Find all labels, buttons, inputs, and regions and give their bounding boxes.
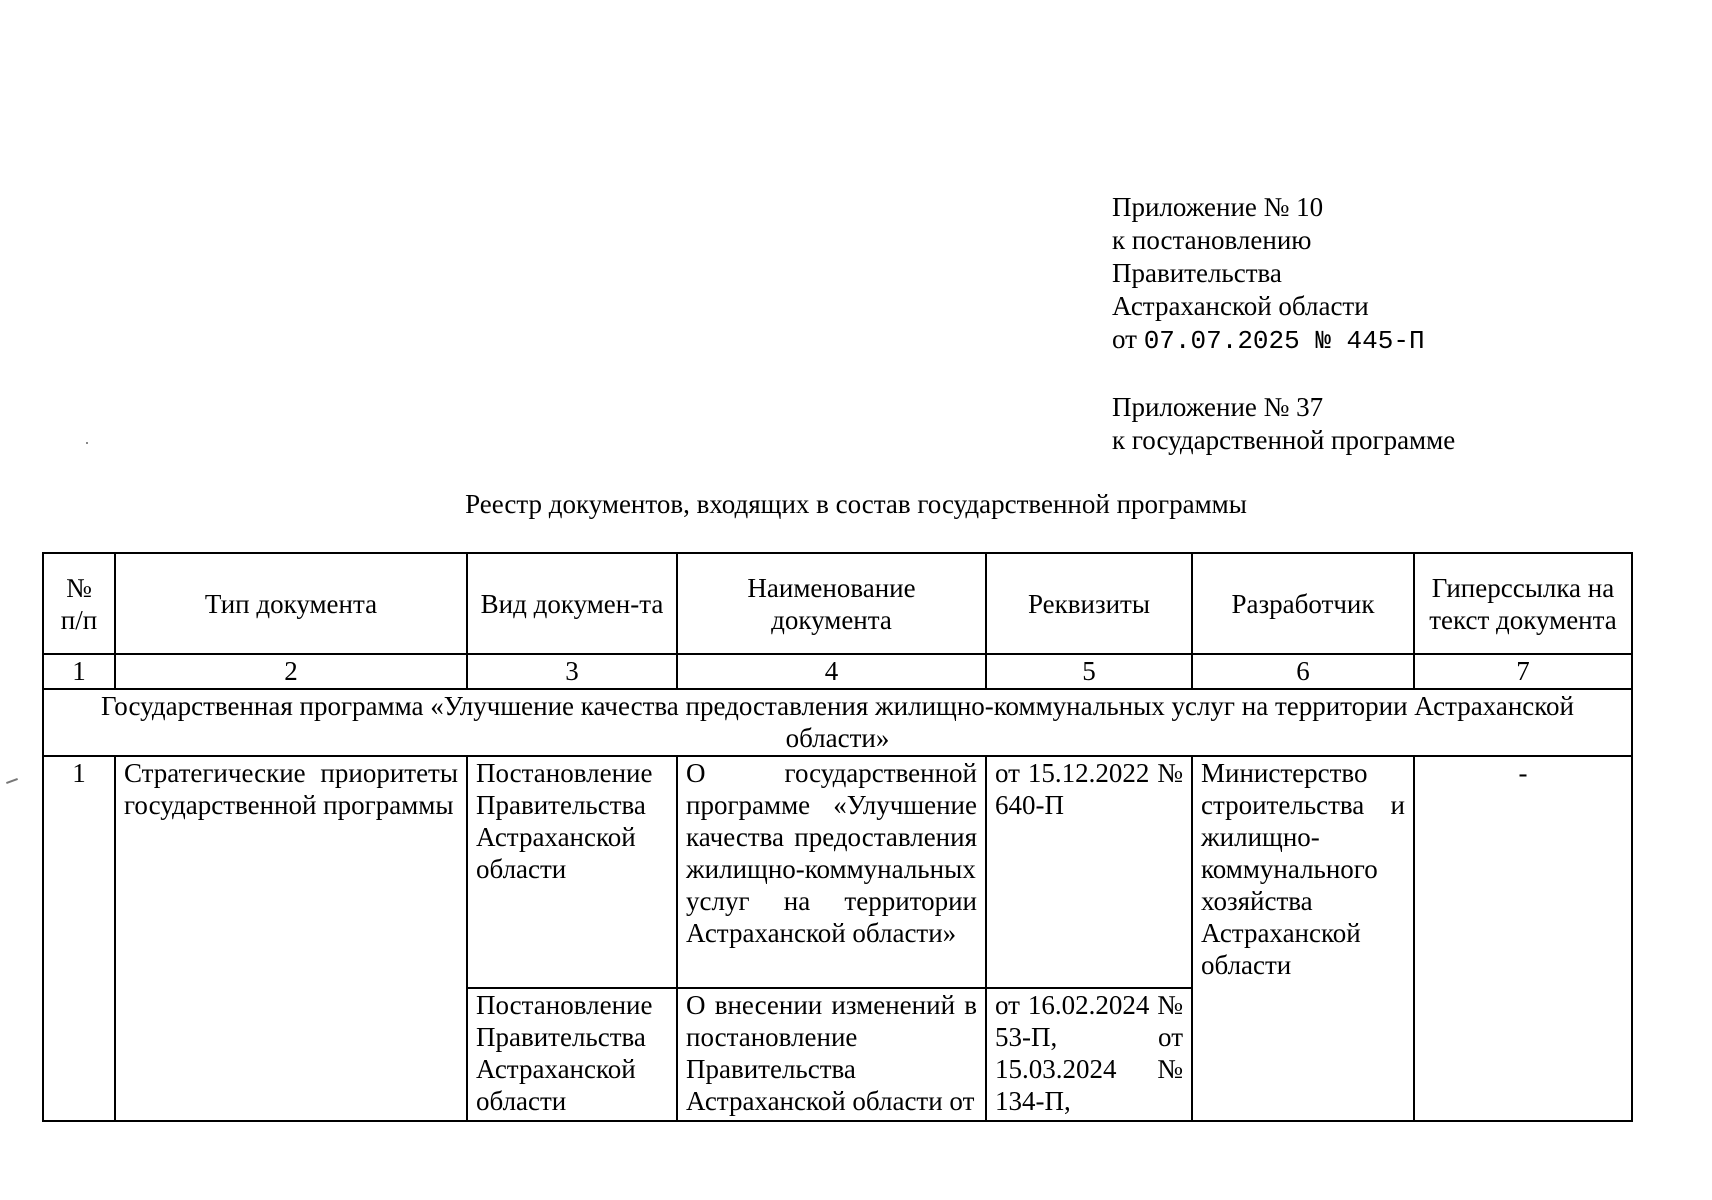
spacer [1112, 358, 1455, 391]
program-section-title: Государственная программа «Улучшение качества предоставления жилищно-коммунальных услуг на территории Астраханской области» [43, 689, 1632, 756]
column-number: 3 [467, 654, 677, 689]
scan-mark [6, 778, 18, 784]
header-requisites: Реквизиты [986, 553, 1192, 654]
appendix-number: Приложение № 10 [1112, 192, 1324, 222]
program-appendix-to: к государственной программе [1112, 425, 1456, 455]
appendix-government: Правительства [1112, 258, 1282, 288]
scan-dot [86, 442, 88, 444]
document-type-cell: Стратегические приоритеты государственной программы [115, 756, 467, 1121]
document-name-cell: О государственной программе «Улучшение качества предоставления жилищно-коммунальных услуг на территории Астраханской области» [677, 756, 986, 988]
section-row [43, 689, 1632, 756]
registry-table [42, 552, 1633, 1122]
column-number: 2 [115, 654, 467, 689]
developer-cell: Министерство строительства и жилищно-коммунального хозяйства Астраханской области [1192, 756, 1414, 1121]
date-prefix: от [1112, 324, 1137, 354]
date-number-stamp: 07.07.2025 № 445-П [1143, 326, 1425, 356]
document-requisites-cell: от 16.02.2024 № 53-П, от 15.03.2024 № 134-П, [986, 988, 1192, 1121]
header-num: № п/п [43, 553, 115, 654]
header-type: Тип документа [115, 553, 467, 654]
program-appendix-number: Приложение № 37 [1112, 392, 1324, 422]
appendix-date-line [1112, 323, 1455, 358]
document-name-cell: О внесении изменений в постановление Правительства Астраханской области от [677, 988, 986, 1121]
document-requisites-cell: от 15.12.2022 № 640-П [986, 756, 1192, 988]
column-number: 4 [677, 654, 986, 689]
table-row [43, 756, 1632, 988]
header-row [43, 553, 1632, 654]
appendix-header [1112, 191, 1455, 457]
document-kind-cell: Постановление Правительства Астраханской области [467, 988, 677, 1121]
column-number-row [43, 654, 1632, 689]
column-number: 7 [1414, 654, 1632, 689]
column-number: 6 [1192, 654, 1414, 689]
hyperlink-cell: - [1414, 756, 1632, 1121]
row-number: 1 [43, 756, 115, 1121]
registry-title: Реестр документов, входящих в состав государственной программы [465, 489, 1247, 519]
column-number: 1 [43, 654, 115, 689]
header-developer: Разработчик [1192, 553, 1414, 654]
header-kind: Вид докумен-та [467, 553, 677, 654]
document-kind-cell: Постановление Правительства Астраханской области [467, 756, 677, 988]
appendix-to-resolution: к постановлению [1112, 225, 1312, 255]
header-link: Гиперссылка на текст документа [1414, 553, 1632, 654]
column-number: 5 [986, 654, 1192, 689]
header-name: Наименование документа [677, 553, 986, 654]
appendix-region: Астраханской области [1112, 291, 1369, 321]
